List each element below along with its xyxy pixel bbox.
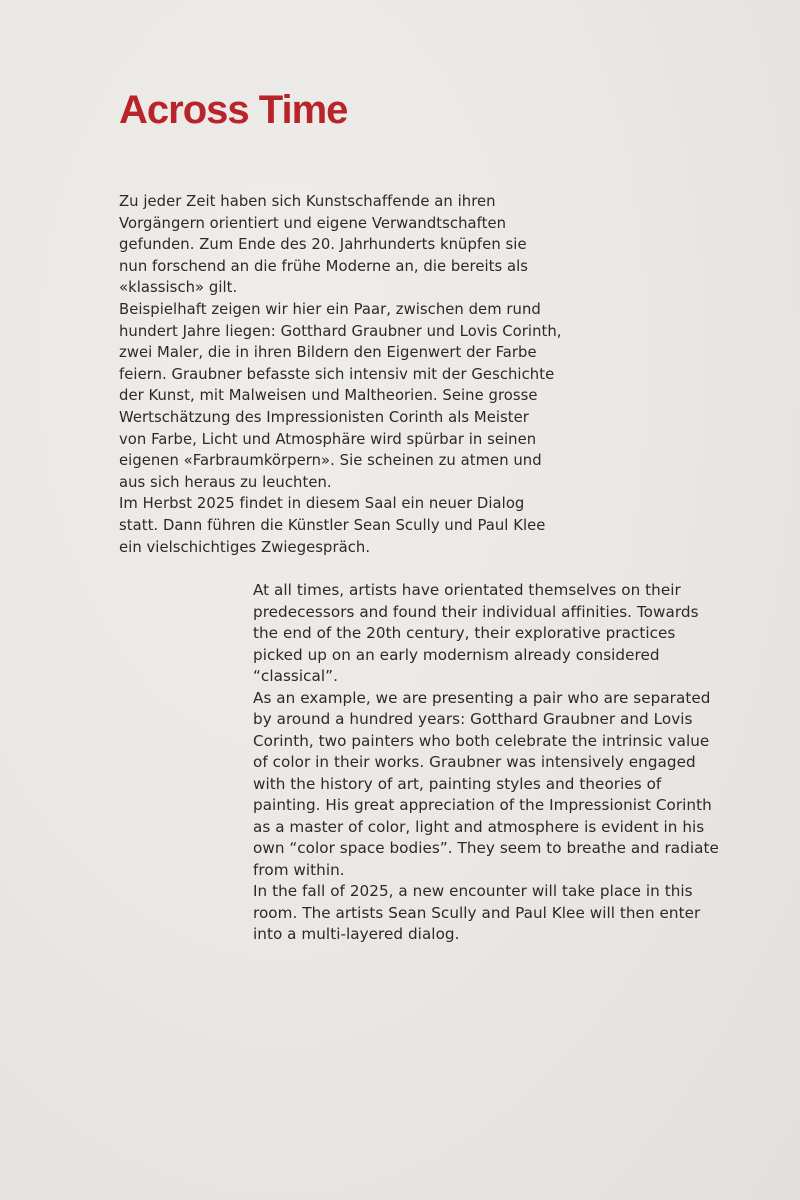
text-line: Vorgängern orientiert und eigene Verwandtschaften [119, 214, 507, 232]
text-line: as a master of color, light and atmosphere is evident in his [253, 817, 705, 836]
text-line: gefunden. Zum Ende des 20. Jahrhunderts knüpfen sie [119, 236, 527, 254]
text-line: with the history of art, painting styles and theories of [253, 774, 662, 793]
text-line: painting. His great appreciation of the Impressionist Corinth [253, 796, 712, 814]
text-line: «klassisch» gilt. [119, 279, 238, 297]
german-paragraph-3 [119, 493, 579, 558]
text-line: into a multi-layered dialog. [253, 925, 460, 943]
text-line: At all times, artists have orientated themselves on their [253, 581, 681, 599]
text-line: “classical”. [253, 667, 338, 685]
english-text-block [253, 580, 733, 946]
german-text-block [119, 191, 579, 558]
text-line: picked up on an early modernism already considered [253, 645, 660, 664]
text-line: As an example, we are presenting a pair who are separated [253, 688, 711, 707]
english-paragraph-1 [253, 580, 733, 688]
text-line: own “color space bodies”. They seem to breathe and radiate [253, 839, 719, 857]
text-line: aus sich heraus zu leuchten. [119, 473, 332, 491]
text-line: Wertschätzung des Impressionisten Corinth als Meister [119, 408, 529, 426]
text-line: by around a hundred years: Gotthard Graubner and Lovis [253, 710, 693, 728]
text-line: Zu jeder Zeit haben sich Kunstschaffende an ihren [119, 193, 496, 210]
text-line: von Farbe, Licht und Atmosphäre wird spürbar in seinen [119, 430, 537, 448]
text-line: statt. Dann führen die Künstler Sean Scully und Paul Klee [119, 516, 546, 534]
text-line: the end of the 20th century, their explorative practices [253, 624, 676, 642]
text-line: der Kunst, mit Malweisen und Maltheorien. Seine grosse [119, 387, 538, 405]
text-line: room. The artists Sean Scully and Paul Klee will then enter [253, 903, 701, 922]
text-line: eigenen «Farbraumkörpern». Sie scheinen zu atmen und [119, 452, 542, 470]
english-paragraph-3 [253, 881, 733, 946]
text-line: In the fall of 2025, a new encounter will take place in this [253, 882, 693, 900]
text-line: of color in their works. Graubner was intensively engaged [253, 753, 696, 771]
page-title: Across Time [119, 88, 348, 132]
text-line: Im Herbst 2025 findet in diesem Saal ein neuer Dialog [119, 495, 525, 513]
text-line: ein vielschichtiges Zwiegespräch. [119, 538, 371, 556]
text-line: Corinth, two painters who both celebrate the intrinsic value [253, 731, 710, 750]
text-line: Beispielhaft zeigen wir hier ein Paar, zwischen dem rund [119, 300, 541, 318]
text-line: nun forschend an die frühe Moderne an, die bereits als [119, 257, 529, 275]
text-line: predecessors and found their individual affinities. Towards [253, 602, 699, 621]
text-line: from within. [253, 860, 345, 879]
text-line: zwei Maler, die in ihren Bildern den Eigenwert der Farbe [119, 344, 537, 362]
text-line: feiern. Graubner befasste sich intensiv mit der Geschichte [119, 365, 555, 383]
german-paragraph-2 [119, 299, 579, 493]
german-paragraph-1 [119, 191, 579, 299]
english-paragraph-2 [253, 688, 733, 882]
text-line: hundert Jahre liegen: Gotthard Graubner und Lovis Corinth, [119, 322, 562, 340]
